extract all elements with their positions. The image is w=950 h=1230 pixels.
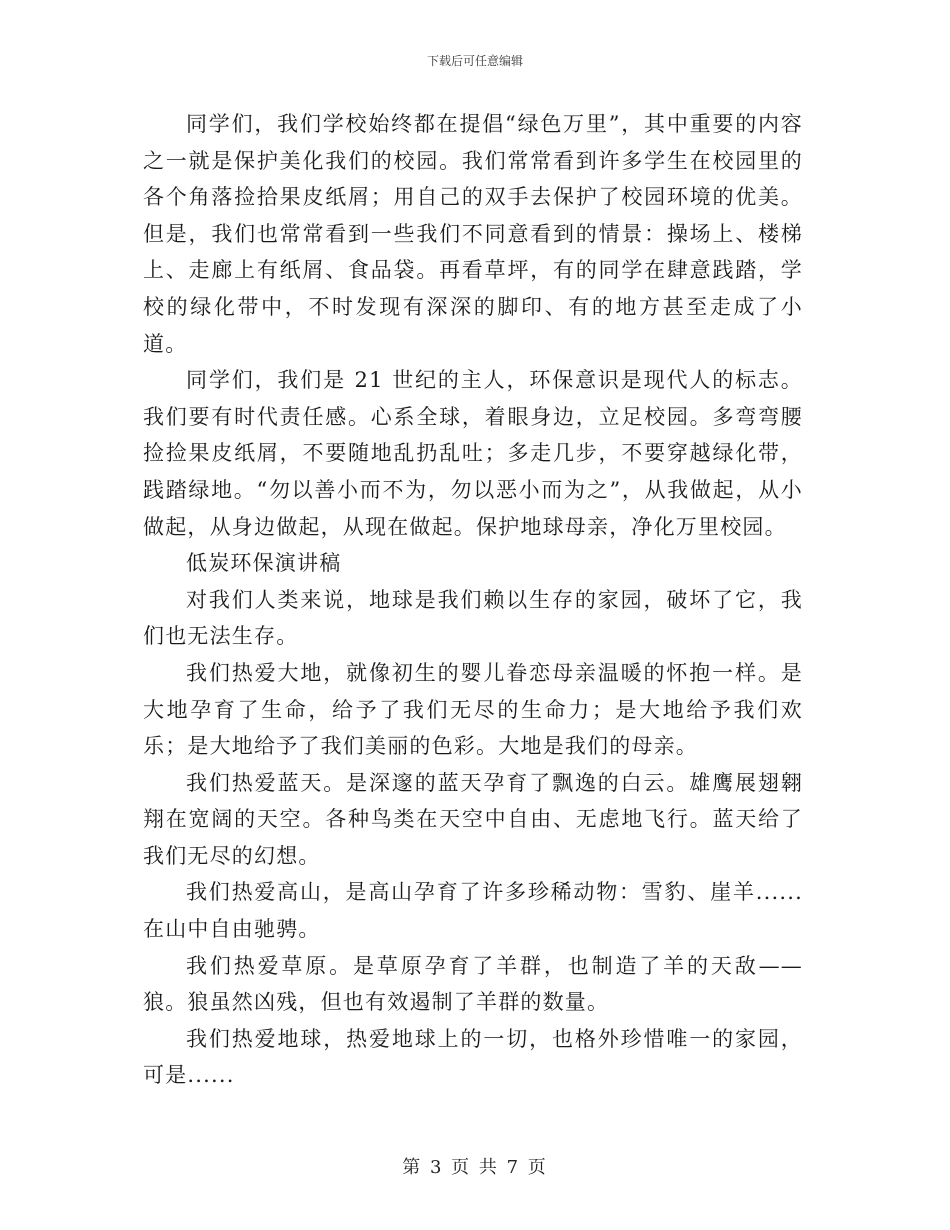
page-number: 第 3 页 共 7 页 <box>402 1157 548 1178</box>
page-header: 下载后可任意编辑 <box>426 54 523 68</box>
section-title: 低炭环保演讲稿 <box>186 551 342 576</box>
paragraph: 我们热爱高山，是高山孕育了许多珍稀动物：雪豹、崖羊......在山中自由驰骋。 <box>143 880 803 942</box>
paragraph: 我们热爱地球，热爱地球上的一切，也格外珍惜唯一的家园，可是...... <box>143 1026 803 1088</box>
paragraph: 我们热爱大地，就像初生的婴儿眷恋母亲温暖的怀抱一样。是大地孕育了生命，给予了我们无尽的生命力；是大地给予我们欢乐；是大地给予了我们美丽的色彩。大地是我们的母亲。 <box>143 660 803 759</box>
paragraph: 同学们，我们是 21 世纪的主人，环保意识是现代人的标志。我们要有时代责任感。心系全球，着眼身边，立足校园。多弯弯腰捡捡果皮纸屑，不要随地乱扔乱吐；多走几步，不要穿越绿化带，践踏绿地。“勿以善小而不为，勿以恶小而为之”，从我做起，从小做起，从身边做起，从现在做起。保护地球母亲，净化万里校园。 <box>143 368 803 539</box>
paragraph: 同学们，我们学校始终都在提倡“绿色万里”，其中重要的内容之一就是保护美化我们的校园。我们常常看到许多学生在校园里的各个角落捡拾果皮纸屑；用自己的双手去保护了校园环境的优美。但是，我们也常常看到一些我们不同意看到的情景：操场上、楼梯上、走廊上有纸屑、食品袋。再看草坪，有的同学在肆意践踏，学校的绿化带中，不时发现有深深的脚印、有的地方甚至走成了小道。 <box>143 112 803 356</box>
paragraph: 对我们人类来说，地球是我们赖以生存的家园，破坏了它，我们也无法生存。 <box>143 587 803 649</box>
paragraph: 我们热爱蓝天。是深邃的蓝天孕育了飘逸的白云。雄鹰展翅翱翔在宽阔的天空。各种鸟类在天空中自由、无虑地飞行。蓝天给了我们无尽的幻想。 <box>143 770 803 868</box>
paragraph: 我们热爱草原。是草原孕育了羊群，也制造了羊的天敌——狼。狼虽然凶残，但也有效遏制了羊群的数量。 <box>143 953 803 1015</box>
document-body <box>143 106 803 1094</box>
